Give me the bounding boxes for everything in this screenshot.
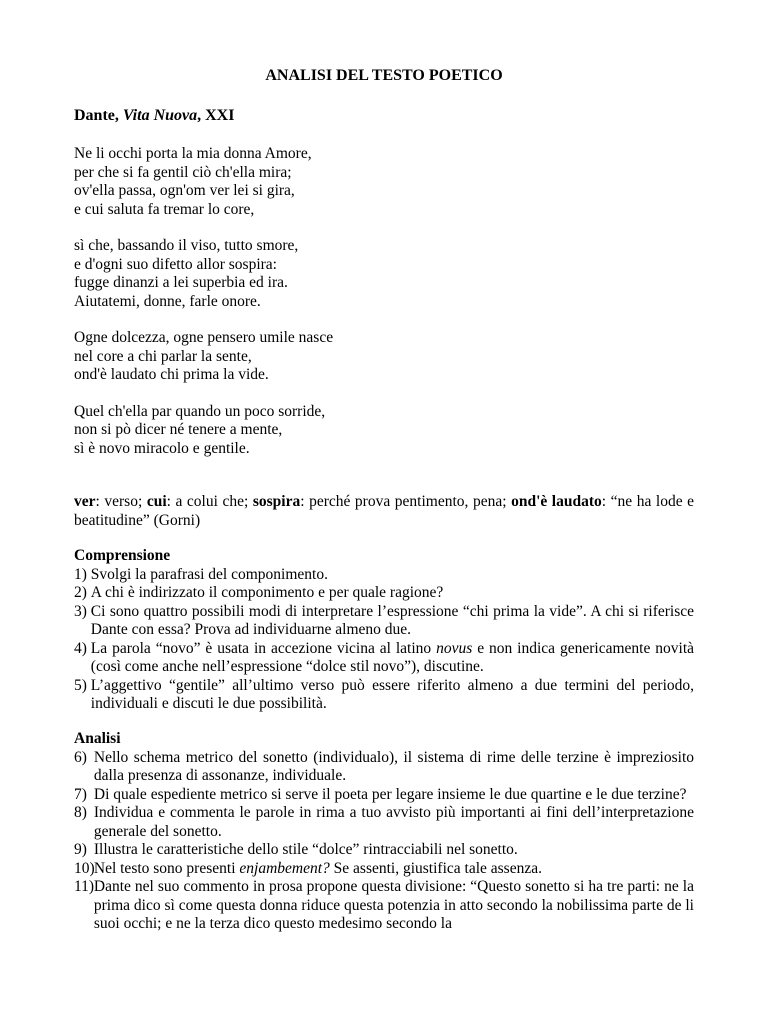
author-line bbox=[74, 106, 234, 126]
author-name: Dante, bbox=[74, 107, 123, 124]
poem-verse: sì che, bassando il viso, tutto smore, bbox=[74, 237, 299, 254]
latin-term: novus bbox=[436, 639, 473, 657]
section-analisi bbox=[74, 730, 694, 934]
question-item bbox=[74, 804, 694, 841]
glossary-term: ond'è laudato bbox=[511, 493, 602, 510]
glossary-term: cui bbox=[146, 493, 167, 510]
question-text: Ci sono quattro possibili modi di interpretare l’espressione “chi prima la vide”. A chi si riferisce Dante con essa? Prova ad individuarne almeno due. bbox=[90, 602, 694, 638]
question-text: Di quale espediente metrico si serve il poeta per legare insieme le due quartine e le due terzine? bbox=[93, 785, 687, 803]
question-text-part: e non indica genericamente novità (così come anche nell’espressione “dolce stil novo”), discutine. bbox=[90, 639, 695, 675]
glossary-definition: : verso; bbox=[95, 493, 147, 510]
question-text-part: Se assenti, giustifica tale assenza. bbox=[329, 859, 542, 877]
question-text: Svolgi la parafrasi del componimento. bbox=[90, 565, 328, 583]
poem-verse: fugge dinanzi a lei superbia ed ira. bbox=[74, 274, 288, 291]
question-text: Illustra le caratteristiche dello stile “dolce” rintracciabili nel sonetto. bbox=[93, 841, 518, 858]
question-number: 7) bbox=[74, 785, 87, 803]
glossary-definition: : “ne ha lode e beatitudine” (Gorni) bbox=[74, 493, 695, 529]
italic-term: enjambement? bbox=[239, 859, 330, 877]
question-number: 5) bbox=[74, 676, 87, 694]
page-title: ANALISI DEL TESTO POETICO bbox=[265, 67, 503, 84]
work-title: Vita Nuova bbox=[122, 107, 198, 124]
question-text: Nello schema metrico del sonetto (individualo), il sistema di rime delle terzine è impreziosito dalla presenza di assonanze, individuale. bbox=[93, 748, 694, 784]
section-heading: Comprensione bbox=[74, 547, 171, 564]
question-number: 2) bbox=[74, 584, 87, 601]
section-heading: Analisi bbox=[74, 730, 121, 747]
question-item bbox=[74, 786, 694, 805]
question-text: Dante nel suo commento in prosa propone questa divisione: “Questo sonetto si ha tre parti: ne la prima dico sì come questa donna riduce questa potenzia in atto secondo la nobilissima parte de li suoi occhi; e ne la terza dico questo medesimo secondo la bbox=[93, 878, 694, 932]
poem-stanza bbox=[74, 329, 694, 385]
poem-verse: Quel ch'ella par quando un poco sorride, bbox=[74, 402, 326, 420]
chapter-number: , XXI bbox=[197, 107, 235, 124]
question-item bbox=[74, 603, 694, 640]
glossary-definition: : perché prova pentimento, pena; bbox=[300, 493, 512, 510]
poem-verse: e d'ogni suo difetto allor sospira: bbox=[74, 255, 277, 273]
question-number: 6) bbox=[74, 748, 87, 766]
question-text: A chi è indirizzato il componimento e per quale ragione? bbox=[90, 584, 444, 601]
poem-stanza bbox=[74, 237, 694, 311]
question-number: 9) bbox=[74, 841, 87, 858]
glossary-term: ver bbox=[74, 493, 96, 510]
poem-verse: non si pò dicer né tenere a mente, bbox=[74, 421, 283, 438]
question-list bbox=[74, 749, 694, 934]
poem-verse: ond'è laudato chi prima la vide. bbox=[74, 366, 269, 383]
poem-verse: ov'ella passa, ogn'om ver lei si gira, bbox=[74, 182, 295, 199]
question-text: Individua e commenta le parole in rima a tuo avvisto più importanti ai fini dell’interpretazione generale del sonetto. bbox=[93, 804, 694, 840]
poem bbox=[74, 145, 694, 476]
question-item bbox=[74, 584, 694, 603]
poem-verse: Ogne dolcezza, ogne pensero umile nasce bbox=[74, 329, 334, 346]
question-item bbox=[74, 860, 694, 879]
poem-stanza bbox=[74, 403, 694, 459]
glossary-term: sospira bbox=[252, 493, 301, 510]
question-text-part: La parola “novo” è usata in accezione vicina al latino bbox=[90, 639, 437, 657]
question-number: 3) bbox=[74, 602, 87, 620]
poem-verse: sì è novo miracolo e gentile. bbox=[74, 439, 250, 457]
poem-verse: Aiutatemi, donne, farle onore. bbox=[74, 292, 261, 310]
question-item bbox=[74, 640, 694, 677]
question-list bbox=[74, 566, 694, 714]
question-text bbox=[91, 640, 694, 677]
poem-verse: nel core a chi parlar la sente, bbox=[74, 347, 252, 365]
poem-verse: per che si fa gentil ciò ch'ella mira; bbox=[74, 163, 292, 181]
question-number: 10) bbox=[74, 859, 95, 877]
question-item bbox=[74, 749, 694, 786]
question-number: 8) bbox=[74, 804, 87, 821]
question-number: 4) bbox=[74, 639, 87, 657]
question-item bbox=[74, 878, 694, 934]
question-text-part: Nel testo sono presenti bbox=[93, 859, 240, 877]
glossary-definition: : a colui che; bbox=[166, 493, 253, 510]
question-number: 11) bbox=[74, 878, 95, 895]
question-number: 1) bbox=[74, 565, 87, 583]
section-comprensione bbox=[74, 547, 694, 714]
poem-verse: Ne li occhi porta la mia donna Amore, bbox=[74, 145, 312, 162]
poem-verse: e cui saluta fa tremar lo core, bbox=[74, 200, 255, 218]
glossary bbox=[74, 492, 694, 530]
question-item bbox=[74, 566, 694, 585]
poem-stanza bbox=[74, 145, 694, 219]
question-item bbox=[74, 841, 694, 860]
question-text: L’aggettivo “gentile” all’ultimo verso può essere riferito almeno a due termini del periodo, individuali e discuti le due possibilità. bbox=[90, 676, 694, 712]
question-item bbox=[74, 677, 694, 714]
question-text bbox=[94, 860, 694, 879]
